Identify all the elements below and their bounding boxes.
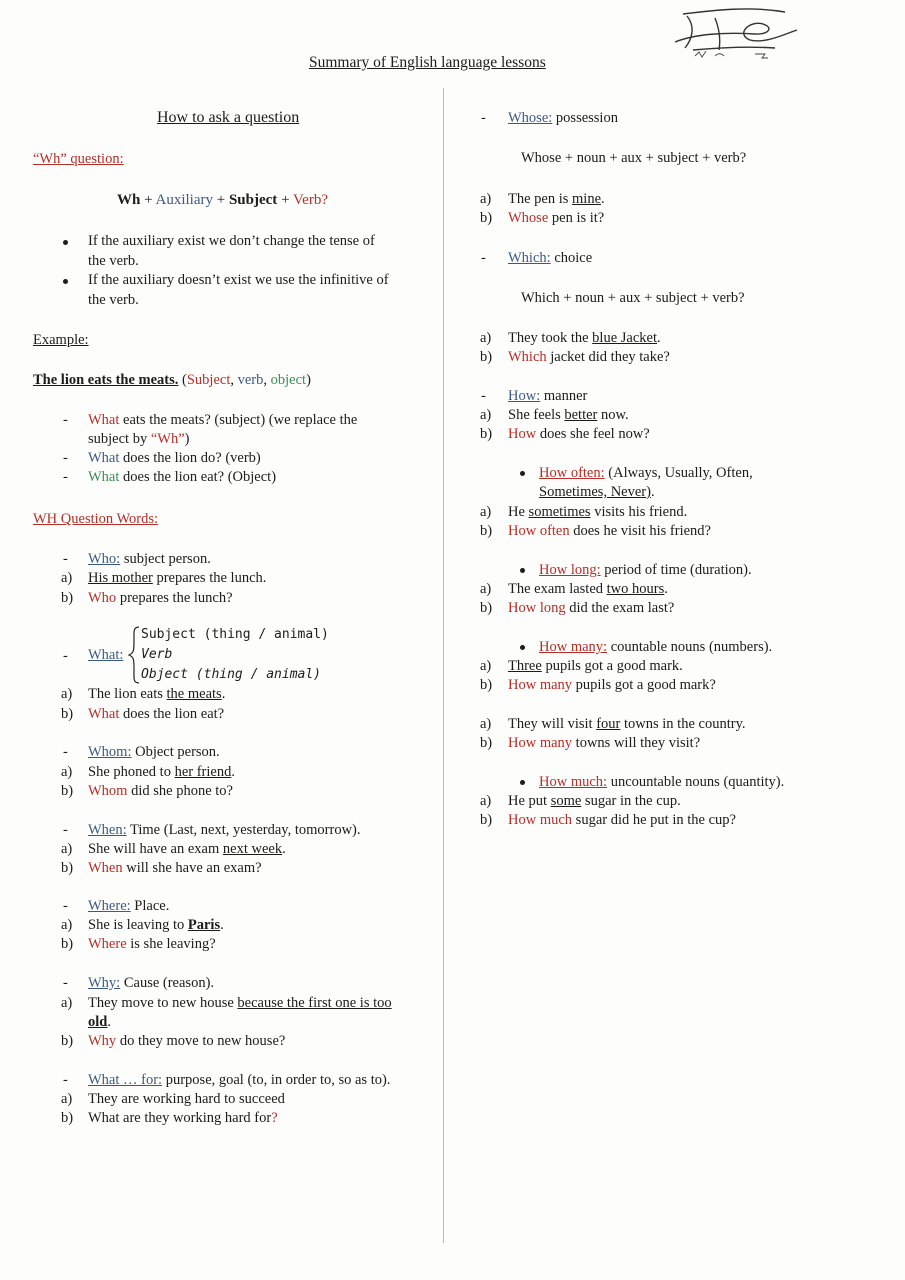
paren: ( — [182, 372, 187, 388]
dash: - — [63, 469, 68, 485]
who-a-underlined: His mother — [88, 570, 153, 586]
label-a: a) — [61, 686, 73, 702]
why-example-a-line-1 — [88, 995, 392, 1012]
long-a-u: two hours — [606, 581, 665, 597]
example-object: object — [270, 372, 307, 388]
whom-a-end: . — [231, 764, 235, 780]
who-a-rest: prepares the lunch. — [152, 570, 267, 586]
formula-plus: + — [144, 192, 153, 208]
how-line — [508, 388, 587, 405]
often-b-word: How often — [508, 523, 570, 539]
example-sentence — [33, 372, 311, 389]
why-a-u1: because the first one is too — [237, 995, 392, 1011]
document-title: Summary of English language lessons — [309, 54, 546, 71]
much-a-pre: He put — [508, 793, 551, 809]
many-label: How many: — [539, 639, 608, 655]
brace-icon — [128, 626, 140, 684]
label-b: b) — [480, 523, 493, 539]
often-desc-end: . — [650, 484, 655, 500]
example-q2 — [88, 450, 261, 467]
what-a-end: . — [221, 686, 226, 702]
often-line-2 — [539, 484, 655, 501]
label-b: b) — [480, 210, 493, 226]
example-q1-line-2 — [88, 431, 189, 448]
whatfor-line — [88, 1072, 390, 1089]
example-text: The lion eats the meats. — [33, 372, 179, 388]
comma: , — [230, 372, 234, 388]
dash: - — [63, 898, 68, 914]
column-divider — [443, 88, 444, 1243]
wh-question-title: “Wh” question: — [33, 151, 124, 167]
where-a-pre: She is leaving to — [88, 917, 188, 933]
paren: ) — [306, 372, 311, 388]
why-line — [88, 975, 214, 992]
formula-subject: Subject — [228, 192, 278, 208]
q1-what: What — [88, 412, 120, 428]
how-a-pre: She feels — [508, 407, 565, 423]
long-example-a — [508, 581, 668, 598]
how-a-end: now. — [597, 407, 629, 423]
whose-a-end: . — [601, 191, 605, 207]
many-a-rest: pupils got a good mark. — [541, 658, 683, 674]
whom-label: Whom: — [88, 744, 132, 760]
long-line — [539, 562, 752, 579]
label-b: b) — [480, 600, 493, 616]
when-line — [88, 822, 361, 839]
label-a: a) — [480, 191, 492, 207]
how-desc: manner — [540, 388, 588, 404]
many2-b-rest: towns will they visit? — [572, 735, 701, 751]
where-a-u: Paris — [187, 917, 221, 933]
q1-l2-b: ) — [184, 431, 190, 447]
label-a: a) — [480, 330, 492, 346]
why-b-rest: do they move to new house? — [116, 1033, 286, 1049]
many2-a-end: towns in the country. — [620, 716, 746, 732]
why-b-word: Why — [88, 1033, 117, 1049]
how-b-rest: does she feel now? — [536, 426, 650, 442]
whose-line — [508, 110, 618, 127]
much-a-end: sugar in the cup. — [581, 793, 681, 809]
formula-verb: Verb? — [293, 192, 328, 208]
q1-rest: eats the meats? (subject) (we replace the — [119, 412, 358, 428]
label-b: b) — [480, 426, 493, 442]
long-a-pre: The exam lasted — [508, 581, 607, 597]
where-example-b — [88, 936, 216, 953]
many-b-rest: pupils got a good mark? — [572, 677, 716, 693]
label-a: a) — [61, 995, 73, 1011]
much-a-u: some — [550, 793, 582, 809]
often-desc-1: (Always, Usually, Often, — [604, 465, 753, 481]
what-example-a — [88, 686, 225, 703]
label-a: a) — [61, 1091, 73, 1107]
which-b-word: Which — [508, 349, 547, 365]
whom-line — [88, 744, 220, 761]
whom-example-b — [88, 783, 233, 800]
why-a-u2: old — [88, 1014, 108, 1030]
which-line — [508, 250, 592, 267]
many-example-a — [508, 658, 683, 675]
which-desc: choice — [550, 250, 593, 266]
bullet-dot — [63, 240, 68, 245]
what-option-subject: Subject (thing / animal) — [141, 627, 329, 642]
label-a: a) — [61, 764, 73, 780]
dash: - — [63, 822, 68, 838]
often-b-rest: does he visit his friend? — [569, 523, 711, 539]
q1-l2-wh: “Wh” — [150, 431, 185, 447]
how-example-a — [508, 407, 629, 424]
long-label: How long: — [539, 562, 601, 578]
dash: - — [481, 388, 486, 404]
how-b-word: How — [508, 426, 537, 442]
who-b-rest: prepares the lunch? — [116, 590, 233, 606]
why-label: Why: — [88, 975, 121, 991]
many2-b-word: How many — [508, 735, 573, 751]
whom-b-rest: did she phone to? — [127, 783, 233, 799]
whose-example-b — [508, 210, 604, 227]
label-b: b) — [61, 1033, 74, 1049]
many-a-u: Three — [508, 658, 542, 674]
bullet-dot — [520, 780, 525, 785]
who-b-word: Who — [88, 590, 117, 606]
whose-a-pre: The pen is — [508, 191, 573, 207]
which-b-rest: jacket did they take? — [546, 349, 670, 365]
label-b: b) — [61, 1110, 74, 1126]
formula-auxiliary: Auxiliary — [155, 192, 213, 208]
formula-plus: + — [216, 192, 226, 208]
q1-l2-a: subject by — [88, 431, 151, 447]
whatfor-label: What … for: — [88, 1072, 163, 1088]
where-example-a — [88, 917, 224, 934]
long-a-end: . — [664, 581, 668, 597]
whom-desc: Object person. — [131, 744, 220, 760]
much-example-a — [508, 793, 681, 810]
comma: , — [263, 372, 267, 388]
often-a-pre: He — [508, 504, 529, 520]
many2-a-pre: They will visit — [508, 716, 597, 732]
whom-a-pre: She phoned to — [88, 764, 175, 780]
whom-a-u: her friend — [174, 764, 232, 780]
bullet-dot — [520, 471, 525, 476]
when-b-word: When — [88, 860, 123, 876]
often-a-end: visits his friend. — [590, 504, 688, 520]
where-label: Where: — [88, 898, 131, 914]
long-desc: period of time (duration). — [600, 562, 752, 578]
much-b-word: How much — [508, 812, 573, 828]
bullet-dot — [520, 645, 525, 650]
q2-what: What — [88, 450, 120, 466]
when-example-a — [88, 841, 286, 858]
often-desc-2: Sometimes, Never) — [539, 484, 651, 500]
label-a: a) — [480, 793, 492, 809]
q3-what: What — [88, 469, 120, 485]
whose-desc: possession — [552, 110, 618, 126]
much-desc: uncountable nouns (quantity). — [607, 774, 785, 790]
what-option-verb: Verb — [141, 647, 173, 662]
bullet-1-line-1: If the auxiliary exist we don’t change the tense of — [88, 233, 375, 249]
label-b: b) — [61, 783, 74, 799]
whatfor-desc: purpose, goal (to, in order to, so as to). — [162, 1072, 391, 1088]
whatfor-b-pre: What are they working hard for — [88, 1110, 272, 1126]
many-desc: countable nouns (numbers). — [607, 639, 773, 655]
where-line — [88, 898, 169, 915]
often-line-1 — [539, 465, 753, 482]
dash: - — [481, 110, 486, 126]
much-line — [539, 774, 784, 791]
whom-b-word: Whom — [88, 783, 128, 799]
which-label: Which: — [508, 250, 551, 266]
what-example-b — [88, 706, 224, 723]
often-example-a — [508, 504, 687, 521]
which-a-u: blue Jacket — [592, 330, 657, 346]
label-a: a) — [480, 658, 492, 674]
label-b: b) — [480, 349, 493, 365]
label-a: a) — [61, 917, 73, 933]
q3-rest: does the lion eat? (Object) — [119, 469, 277, 485]
label-a: a) — [480, 716, 492, 732]
many2-a-u: four — [596, 716, 621, 732]
when-a-u: next week — [222, 841, 283, 857]
label-a: a) — [61, 841, 73, 857]
label-b: b) — [61, 860, 74, 876]
which-a-pre: They took the — [508, 330, 593, 346]
much-label: How much: — [539, 774, 608, 790]
long-b-rest: did the exam last? — [565, 600, 675, 616]
example-label: Example: — [33, 332, 89, 348]
when-a-pre: She will have an exam — [88, 841, 223, 857]
where-b-rest: is she leaving? — [126, 936, 216, 952]
which-a-end: . — [657, 330, 661, 346]
why-example-b — [88, 1033, 285, 1050]
what-option-object: Object (thing / animal) — [141, 667, 322, 682]
example-verb: verb — [237, 372, 264, 388]
dash: - — [63, 648, 68, 664]
dash: - — [63, 1072, 68, 1088]
many-b-word: How many — [508, 677, 573, 693]
how-example-b — [508, 426, 650, 443]
label-b: b) — [61, 706, 74, 722]
bullet-1-line-2: the verb. — [88, 253, 139, 269]
many2-example-a — [508, 716, 746, 733]
dash: - — [63, 412, 68, 428]
long-b-word: How long — [508, 600, 566, 616]
what-a-u: the meats — [166, 686, 222, 702]
whose-label: Whose: — [508, 110, 553, 126]
why-a-pre: They move to new house — [88, 995, 238, 1011]
bullet-dot — [520, 568, 525, 573]
whom-example-a — [88, 764, 235, 781]
much-b-rest: sugar did he put in the cup? — [572, 812, 736, 828]
where-desc: Place. — [130, 898, 170, 914]
which-example-b — [508, 349, 670, 366]
who-example-b — [88, 590, 233, 607]
whose-b-word: Whose — [508, 210, 549, 226]
when-desc: Time (Last, next, yesterday, tomorrow). — [126, 822, 361, 838]
label-b: b) — [61, 936, 74, 952]
example-q1-line-1 — [88, 412, 357, 429]
whose-b-rest: pen is it? — [548, 210, 605, 226]
label-a: a) — [480, 504, 492, 520]
when-label: When: — [88, 822, 127, 838]
label-b: b) — [480, 677, 493, 693]
many-example-b — [508, 677, 716, 694]
whatfor-b-q: ? — [271, 1110, 278, 1126]
why-a-end: . — [107, 1014, 111, 1030]
whatfor-example-b — [88, 1110, 278, 1127]
label-a: a) — [480, 581, 492, 597]
bullet-2-line-2: the verb. — [88, 292, 139, 308]
label-a: a) — [61, 570, 73, 586]
which-example-a — [508, 330, 661, 347]
dash: - — [63, 744, 68, 760]
wh-formula — [117, 192, 328, 209]
dash: - — [63, 551, 68, 567]
who-desc: subject person. — [120, 551, 211, 567]
when-a-end: . — [282, 841, 286, 857]
why-desc: Cause (reason). — [120, 975, 215, 991]
formula-plus: + — [281, 192, 290, 208]
bullet-dot — [63, 279, 68, 284]
whose-a-u: mine — [572, 191, 602, 207]
what-a-pre: The lion eats — [88, 686, 167, 702]
dash: - — [63, 450, 68, 466]
example-q3 — [88, 469, 276, 486]
label-a: a) — [480, 407, 492, 423]
whose-formula: Whose + noun + aux + subject + verb? — [521, 150, 747, 166]
whose-example-a — [508, 191, 605, 208]
which-formula: Which + noun + aux + subject + verb? — [521, 290, 745, 306]
whatfor-example-a: They are working hard to succeed — [88, 1091, 285, 1107]
many2-example-b — [508, 735, 700, 752]
who-example-a — [88, 570, 266, 587]
where-a-end: . — [220, 917, 224, 933]
dash: - — [63, 975, 68, 991]
wh-words-title: WH Question Words: — [33, 511, 159, 527]
label-b: b) — [480, 812, 493, 828]
much-example-b — [508, 812, 736, 829]
who-line — [88, 551, 211, 568]
where-b-word: Where — [88, 936, 127, 952]
often-example-b — [508, 523, 711, 540]
example-subject: Subject — [186, 372, 231, 388]
many-line — [539, 639, 772, 656]
why-example-a-line-2 — [88, 1014, 111, 1031]
what-label: What: — [88, 647, 124, 663]
how-label: How: — [508, 388, 541, 404]
how-a-u: better — [564, 407, 598, 423]
formula-wh: Wh — [117, 192, 141, 208]
when-b-rest: will she have an exam? — [122, 860, 262, 876]
who-label: Who: — [88, 551, 121, 567]
what-b-word: What — [88, 706, 120, 722]
often-a-u: sometimes — [528, 504, 591, 520]
q2-rest: does the lion do? (verb) — [119, 450, 261, 466]
when-example-b — [88, 860, 262, 877]
dash: - — [481, 250, 486, 266]
what-b-rest: does the lion eat? — [119, 706, 225, 722]
label-b: b) — [61, 590, 74, 606]
bullet-2-line-1: If the auxiliary doesn’t exist we use the infinitive of — [88, 272, 389, 288]
label-b: b) — [480, 735, 493, 751]
often-label: How often: — [539, 465, 605, 481]
long-example-b — [508, 600, 674, 617]
signature-logo — [655, 4, 805, 64]
left-heading: How to ask a question — [157, 109, 300, 126]
